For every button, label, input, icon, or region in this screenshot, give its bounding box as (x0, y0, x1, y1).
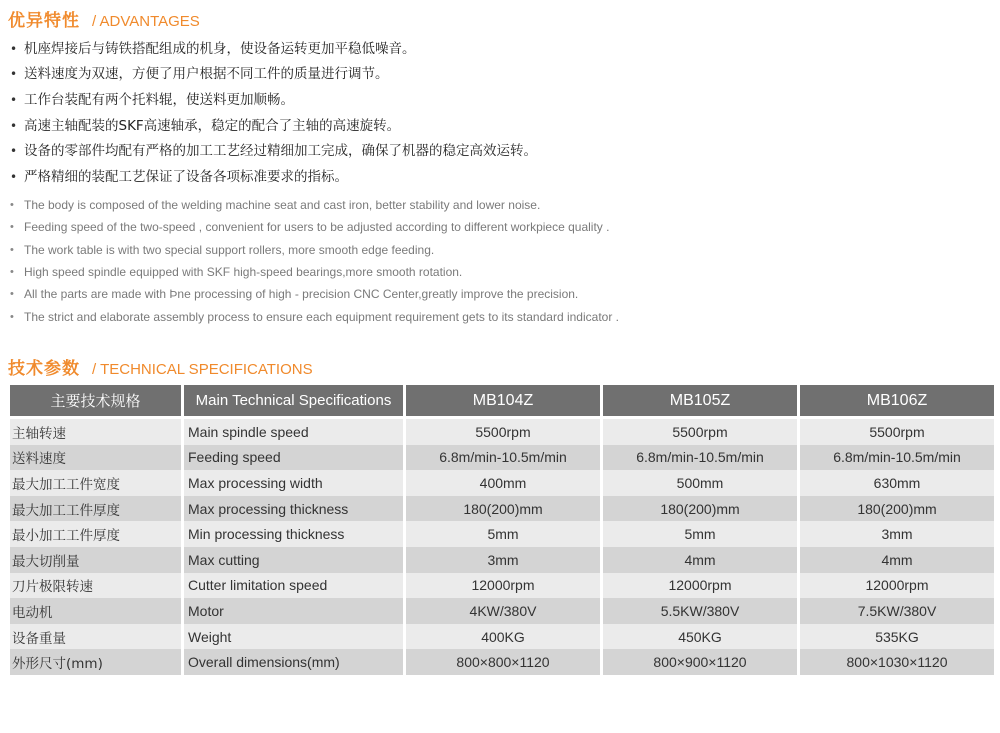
table-cell: Feeding speed (184, 445, 403, 471)
bullet-icon: • (10, 221, 14, 234)
table-cell: Main spindle speed (184, 419, 403, 445)
table-cell: 主轴转速 (10, 419, 181, 445)
table-cell: Motor (184, 598, 403, 624)
table-cell: 12000rpm (800, 573, 994, 599)
table-row (10, 547, 994, 573)
list-item: • All the parts are made with Þne processing of high - precision CNC Center,greatly improve the precision. (10, 283, 619, 305)
table-cell: Overall dimensions(mm) (184, 649, 403, 675)
table-cell: 设备重量 (10, 624, 181, 650)
table-cell: 630mm (800, 470, 994, 496)
list-item: • Feeding speed of the two-speed , convenient for users to be adjusted according to different workpiece quality . (10, 216, 619, 238)
table-cell: 180(200)mm (406, 496, 600, 522)
table-cell: 4KW/380V (406, 598, 600, 624)
column-header: Main Technical Specifications (184, 385, 403, 419)
specs-heading (8, 354, 313, 379)
list-item: • 送料速度为双速，方便了用户根据不同工件的质量进行调节。 (10, 62, 537, 88)
table-row (10, 496, 994, 522)
bullet-icon: • (10, 67, 18, 82)
bullet-icon: • (10, 310, 14, 323)
table-cell: 3mm (406, 547, 600, 573)
table-header-row (10, 385, 994, 419)
list-item: • The strict and elaborate assembly process to ensure each equipment requirement gets to its standard indicator . (10, 305, 619, 327)
table-cell: 最大切削量 (10, 547, 181, 573)
table-cell: 电动机 (10, 598, 181, 624)
table-cell: Max processing thickness (184, 496, 403, 522)
table-cell: 400mm (406, 470, 600, 496)
table-cell: 450KG (603, 624, 797, 650)
table-row (10, 470, 994, 496)
table-cell: 180(200)mm (800, 496, 994, 522)
table-cell: 180(200)mm (603, 496, 797, 522)
table-row (10, 521, 994, 547)
advantages-heading (8, 6, 200, 31)
bullet-icon: • (10, 266, 14, 279)
table-cell: 4mm (800, 547, 994, 573)
table-cell: 6.8m/min-10.5m/min (406, 445, 600, 471)
advantages-list-cn (10, 36, 537, 190)
list-item: • High speed spindle equipped with SKF high-speed bearings,more smooth rotation. (10, 261, 619, 283)
table-cell: 6.8m/min-10.5m/min (603, 445, 797, 471)
table-cell: Weight (184, 624, 403, 650)
list-item: • 工作台装配有两个托料辊，使送料更加顺畅。 (10, 87, 537, 113)
list-item: • The body is composed of the welding machine seat and cast iron, better stability and lower noise. (10, 194, 619, 216)
bullet-icon: • (10, 288, 14, 301)
column-header: MB105Z (603, 385, 797, 419)
table-cell: 3mm (800, 521, 994, 547)
table-cell: 5mm (603, 521, 797, 547)
table-cell: 5mm (406, 521, 600, 547)
column-header: MB104Z (406, 385, 600, 419)
table-cell: Max cutting (184, 547, 403, 573)
bullet-icon: • (10, 243, 14, 256)
spec-table (7, 385, 997, 675)
table-cell: 4mm (603, 547, 797, 573)
advantages-list-en (10, 194, 619, 328)
table-cell: 最小加工工件厚度 (10, 521, 181, 547)
table-cell: 7.5KW/380V (800, 598, 994, 624)
table-cell: 500mm (603, 470, 797, 496)
table-cell: 5500rpm (603, 419, 797, 445)
table-cell: 535KG (800, 624, 994, 650)
table-cell: 800×1030×1120 (800, 649, 994, 675)
list-item: • 严格精细的装配工艺保证了设备各项标准要求的指标。 (10, 164, 537, 190)
table-cell: 5500rpm (406, 419, 600, 445)
table-row (10, 624, 994, 650)
column-header: 主要技术规格 (10, 385, 181, 419)
table-cell: 送料速度 (10, 445, 181, 471)
table-cell: 5.5KW/380V (603, 598, 797, 624)
table-cell: 5500rpm (800, 419, 994, 445)
bullet-icon: • (10, 199, 14, 212)
table-cell: Min processing thickness (184, 521, 403, 547)
column-header: MB106Z (800, 385, 994, 419)
bullet-icon: • (10, 118, 18, 133)
table-cell: 12000rpm (603, 573, 797, 599)
list-item: • 设备的零部件均配有严格的加工工艺经过精细加工完成，确保了机器的稳定高效运转。 (10, 138, 537, 164)
list-item: • The work table is with two special support rollers, more smooth edge feeding. (10, 239, 619, 261)
table-cell: 800×800×1120 (406, 649, 600, 675)
table-row (10, 598, 994, 624)
table-cell: 6.8m/min-10.5m/min (800, 445, 994, 471)
specs-title-en: / TECHNICAL SPECIFICATIONS (92, 361, 313, 378)
spec-table-body (10, 419, 994, 675)
table-cell: Max processing width (184, 470, 403, 496)
bullet-icon: • (10, 169, 18, 184)
list-item: • 机座焊接后与铸铁搭配组成的机身，使设备运转更加平稳低噪音。 (10, 36, 537, 62)
bullet-icon: • (10, 41, 18, 56)
table-cell: 400KG (406, 624, 600, 650)
table-cell: Cutter limitation speed (184, 573, 403, 599)
table-cell: 最大加工工件厚度 (10, 496, 181, 522)
table-cell: 最大加工工件宽度 (10, 470, 181, 496)
bullet-icon: • (10, 92, 18, 107)
table-row (10, 445, 994, 471)
advantages-title-en: / ADVANTAGES (92, 13, 200, 30)
bullet-icon: • (10, 144, 18, 159)
list-item: • 高速主轴配装的SKF高速轴承，稳定的配合了主轴的高速旋转。 (10, 113, 537, 139)
table-row (10, 573, 994, 599)
table-cell: 刀片极限转速 (10, 573, 181, 599)
table-row (10, 649, 994, 675)
table-cell: 12000rpm (406, 573, 600, 599)
advantages-title-cn: 优异特性 (8, 11, 80, 31)
table-cell: 800×900×1120 (603, 649, 797, 675)
table-row (10, 419, 994, 445)
specs-title-cn: 技术参数 (8, 359, 80, 379)
table-cell: 外形尺寸(mm) (10, 649, 181, 675)
